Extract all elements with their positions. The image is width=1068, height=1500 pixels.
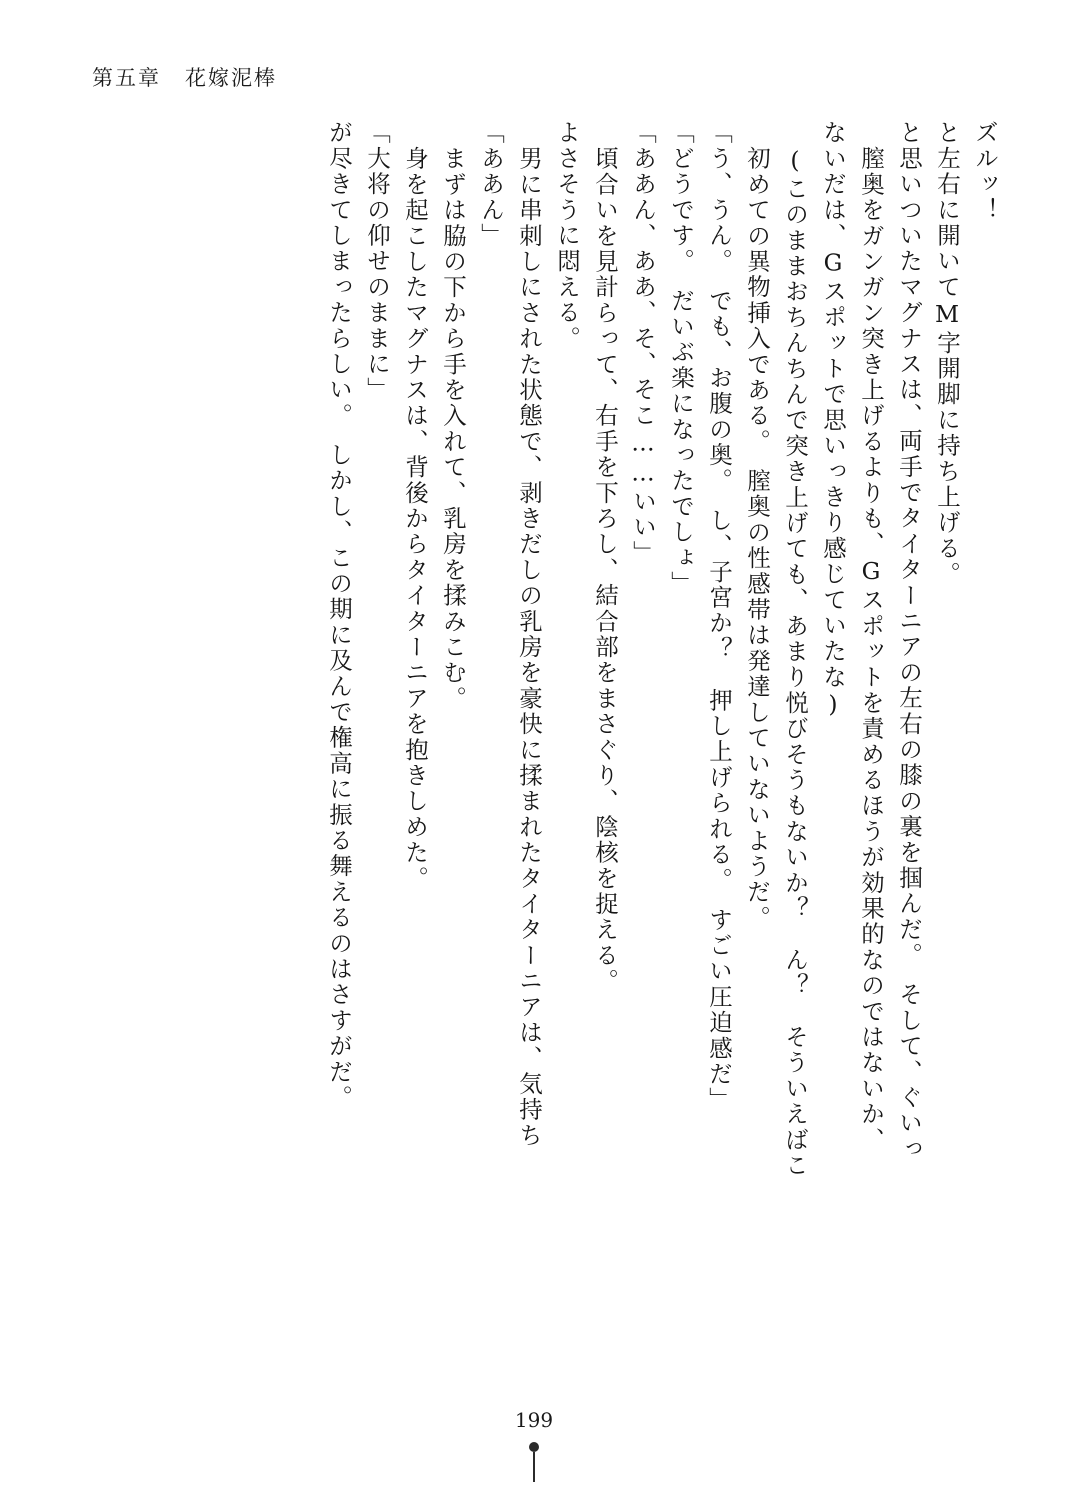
body-text-columns — [126, 120, 999, 1350]
text-column: よさそうに悶える。 — [553, 120, 581, 352]
text-column: ないだは、Gスポットで思いっきり感じていたな) — [819, 120, 847, 721]
text-column: 「ああん」 — [477, 120, 505, 249]
text-column: 「大将の仰せのままに」 — [363, 120, 391, 403]
running-head — [92, 62, 277, 92]
page-number: 199 — [514, 1408, 554, 1432]
text-column: 膣奥をガンガン突き上げるよりも、Gスポットを責めるほうが効果的なのではないか、 — [857, 146, 885, 1153]
text-column: 「ああん、ああ、そ、そこ……いい」 — [629, 120, 657, 566]
text-column: と左右に開いてM字開脚に持ち上げる。 — [933, 120, 961, 588]
text-column: 「どうです。 だいぶ楽になったでしょ」 — [667, 120, 695, 597]
footer-ornament-icon — [529, 1442, 539, 1482]
text-column: と思いついたマグナスは、両手でタイターニアの左右の膝の裏を掴んだ。 そして、ぐいっ — [895, 120, 923, 1162]
text-column: 初めての異物挿入である。 膣奥の性感帯は発達していないようだ。 — [743, 146, 771, 931]
text-column: 男に串刺しにされた状態で、剥きだしの乳房を豪快に揉まれたタイターニアは、気持ち — [515, 146, 543, 1149]
chapter-title: 花嫁泥棒 — [185, 66, 277, 90]
text-column: が尽きてしまったらしい。 しかし、この期に及んで権高に振る舞えるのはさすがだ。 — [325, 120, 353, 1111]
text-column: ズルッ！ — [971, 120, 999, 223]
text-column: (このままおちんちんで突き上げても、あまり悦びそうもないか？ ん？ そういえばこ — [781, 146, 809, 1179]
text-column: 身を起こしたマグナスは、背後からタイターニアを抱きしめた。 — [401, 146, 429, 892]
text-column: まずは脇の下から手を入れて、乳房を揉みこむ。 — [439, 146, 467, 712]
text-column: 頃合いを見計らって、右手を下ろし、結合部をまさぐり、陰核を捉える。 — [591, 146, 619, 995]
chapter-number: 第五章 — [92, 66, 161, 90]
text-column: 「う、うん。 でも、お腹の奥。 し、子宮か？ 押し上げられる。 すごい圧迫感だ」 — [705, 120, 733, 1113]
